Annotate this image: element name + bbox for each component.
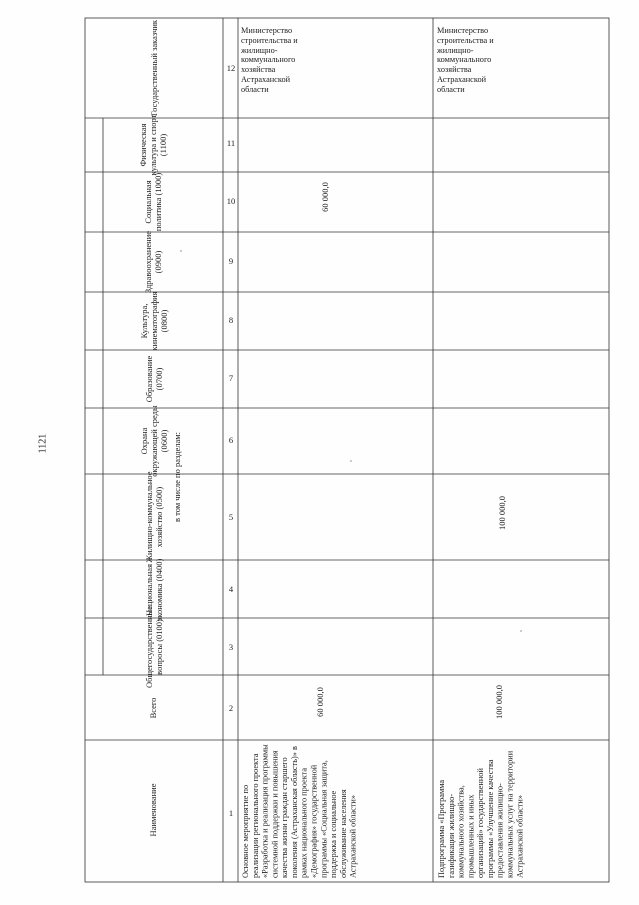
header-section-0800: Культура, кинематография (0800) [139,291,169,351]
header-section-0600: Охрана окружающей среды (0600) [139,405,169,477]
col-number-7: 7 [228,373,234,383]
scan-speck [520,630,522,632]
header-section-0100: Общегосударственные вопросы (0100) [144,605,164,689]
header-total: Всего [148,697,159,719]
col-number-4: 4 [228,584,234,594]
col-number-11: 11 [226,138,236,148]
header-sections-group: в том числе по разделам: [172,431,183,523]
scan-speck [180,250,182,252]
row-1-name: Основное мероприятие по реализации регионального проекта «Разработка и реализация программы системной поддержки и повышения качества жизни граждан старшего поколения (Астраханская область)» в рамках национального проекта «Демография» государственной программы «Социальная защита, поддержка и социальное обслуживание населения Астраханской области» [241,744,358,878]
header-section-1100: Физическая культура и спорт (1100) [138,114,168,176]
col-number-5: 5 [228,512,234,522]
col-number-1: 1 [228,808,234,818]
row-2-name: Подпрограмма «Программа газификации жилищно-коммунального хозяйства, промышленных и иных организаций» государственной программы «Улучшение качества предоставления жилищно-коммунальных услуг на территории Астраханской области» [437,750,525,878]
scan-speck [350,460,352,462]
row-1-customer: Министерство строительства и жилищно-коммунального хозяйства Астраханской области [241,26,298,94]
header-customer: Государственный заказчик [149,19,160,117]
header-section-0700: Образование (0700) [144,355,164,403]
row-1-total: 60 000,0 [314,687,325,717]
header-section-0900: Здравоохранение (0900) [143,230,163,294]
col-number-2: 2 [228,703,234,713]
col-number-8: 8 [228,315,234,325]
col-number-6: 6 [228,435,234,445]
header-name: Наименование [148,783,159,837]
row-2-customer: Министерство строительства и жилищно-коммунального хозяйства Астраханской области [437,26,494,94]
col-number-12: 12 [226,63,236,73]
header-section-1000: Социальная политика (1000) [143,172,163,232]
row-1-social-policy-value: 60 000,0 [319,182,330,212]
col-number-3: 3 [228,642,234,652]
row-2-housing-value: 100 000,0 [497,496,507,530]
page-number: 1121 [37,433,49,454]
header-section-0500: Жилищно-коммунальное хозяйство (0500) [144,471,164,563]
header-section-0400: Национальная экономика (0400) [144,558,164,622]
col-number-10: 10 [226,196,236,206]
col-number-9: 9 [228,256,234,266]
row-2-total: 100 000,0 [494,685,504,719]
